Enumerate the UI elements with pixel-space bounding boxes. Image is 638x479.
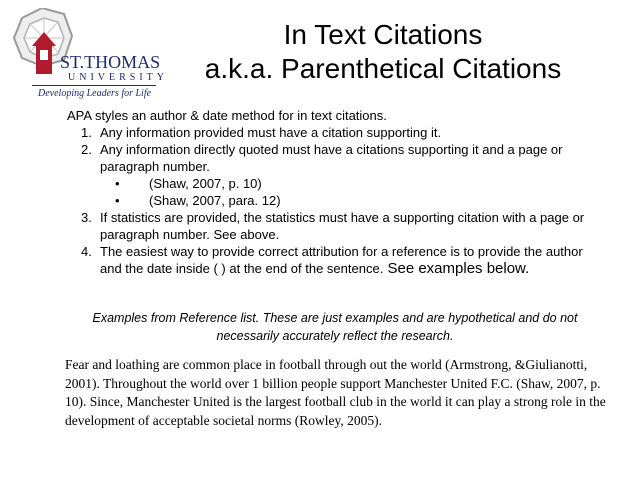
bullet-icon: •: [115, 193, 120, 208]
logo-tagline: Developing Leaders for Life: [38, 88, 152, 99]
example-paragraph: Fear and loathing are common place in football through out the world (Armstrong, &Giulianotti, 2001). Throughout the world over 1 billion people support Manchester United F.C. (Shaw, 2007, p. 10). Since, Manchester United is the largest football club in the world it can play a strong role in the development of acceptable societal norms (Rowley, 2005).: [65, 357, 606, 428]
bullet-item: [67, 175, 597, 192]
bullet-item: [67, 192, 597, 209]
slide-subtitle: a.k.a. Parenthetical Citations: [204, 53, 562, 84]
list-number: 4.: [81, 244, 92, 259]
list-item: [67, 124, 597, 141]
list-item-text: Any information provided must have a citation supporting it.: [100, 125, 442, 140]
list-number: 2.: [81, 142, 92, 157]
university-logo: [10, 8, 168, 104]
list-item-text: Any information directly quoted must have a citations supporting it and a page or paragraph number.: [100, 142, 563, 174]
logo-rule: [32, 85, 156, 86]
list-item-text: The easiest way to provide correct attribution for a reference is to provide the author and the date inside ( ) at the end of the sentence.: [100, 244, 583, 276]
bullet-text: (Shaw, 2007, p. 10): [149, 176, 262, 191]
list-number: 3.: [81, 210, 92, 225]
bullet-text: (Shaw, 2007, para. 12): [149, 193, 281, 208]
list-item-text-wrap: [67, 243, 597, 277]
bullet-icon: •: [115, 176, 120, 191]
list-item: [67, 243, 597, 277]
list-item-text: If statistics are provided, the statistics must have a supporting citation with a page or paragraph number. See above.: [100, 210, 585, 242]
list-item: [67, 209, 597, 243]
examples-note: Examples from Reference list. These are just examples and are hypothetical and do not necessarily accurately reflect the research.: [92, 311, 578, 343]
intro-text: APA styles an author & date method for in text citations.: [67, 108, 387, 123]
see-examples-text: See examples below.: [383, 260, 530, 277]
logo-name: ST.THOMAS: [60, 52, 161, 72]
list-item: [67, 141, 597, 175]
citation-rules: [67, 107, 597, 277]
slide-title: In Text Citations: [283, 19, 483, 50]
list-number: 1.: [81, 125, 92, 140]
logo-university: UNIVERSITY: [68, 72, 168, 83]
